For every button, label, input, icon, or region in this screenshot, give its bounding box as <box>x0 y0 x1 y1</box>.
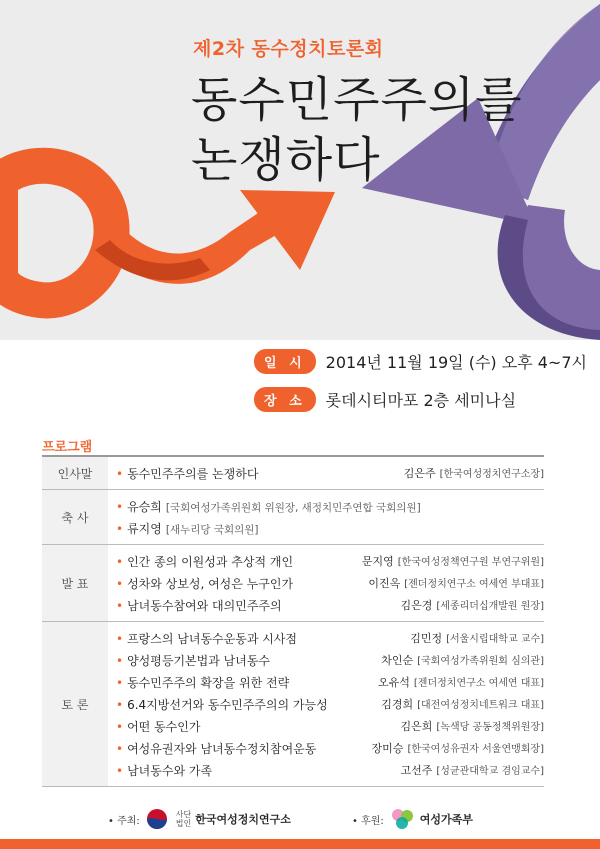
bottom-bar <box>0 839 600 849</box>
program-section <box>42 457 544 490</box>
speaker-affiliation: [서울시립대학교 교수] <box>446 634 544 645</box>
speaker <box>378 674 544 690</box>
sponsor-role: • 후원: <box>352 815 384 827</box>
speaker <box>381 696 544 712</box>
program-topic <box>116 553 293 570</box>
speaker <box>368 575 544 591</box>
bullet-icon: • <box>116 466 124 481</box>
speaker <box>381 652 544 668</box>
speaker-name: 김민정 <box>410 632 443 645</box>
program-item <box>116 550 544 572</box>
place-label: 장 소 <box>254 387 316 412</box>
program-topic <box>116 465 258 482</box>
topic-text: 6.4지방선거와 동수민주주의의 가능성 <box>127 697 328 712</box>
section-category: 토 론 <box>42 622 108 786</box>
speaker-name: 오유석 <box>378 676 410 689</box>
bullet-icon: • <box>116 499 124 514</box>
speaker <box>401 597 544 613</box>
topic-text: 프랑스의 남녀동수운동과 시사점 <box>127 631 297 646</box>
speaker <box>401 762 544 778</box>
topic-text: 동수민주주의 확장을 위한 전략 <box>127 675 290 690</box>
host-org <box>108 808 291 830</box>
topic-text: 양성평등기본법과 남녀동수 <box>127 653 270 668</box>
host-small-label: 사단 법인 <box>175 810 192 828</box>
program-section <box>42 622 544 787</box>
section-category: 인사말 <box>42 457 108 489</box>
sponsor-org <box>352 808 473 830</box>
date-label: 일 시 <box>254 349 316 374</box>
section-items <box>108 627 544 781</box>
bullet-icon: • <box>116 653 124 668</box>
date-value: 2014년 11월 19일 (수) 오후 4~7시 <box>325 352 587 372</box>
bullet-icon: • <box>116 675 124 690</box>
section-items <box>108 550 544 616</box>
speaker-affiliation: [성균관대학교 겸임교수] <box>436 766 544 777</box>
bullet-icon: • <box>116 554 124 569</box>
program-section <box>42 490 544 545</box>
program-item <box>116 693 544 715</box>
program-item <box>116 715 544 737</box>
speaker-name: 고선주 <box>400 764 433 777</box>
speaker-name: 김경희 <box>381 698 414 711</box>
event-subtitle: 제2차 동수정치토론회 <box>193 38 384 60</box>
program-item <box>116 759 544 781</box>
event-title <box>191 70 523 190</box>
program-table <box>42 455 544 787</box>
topic-text: 성차와 상보성, 여성은 누구인가 <box>127 576 294 591</box>
speaker-affiliation: [한국여성정책연구원 부연구위원] <box>397 557 544 568</box>
speaker <box>372 740 544 756</box>
bullet-icon: • <box>116 763 124 778</box>
bullet-icon: • <box>116 576 124 591</box>
speaker <box>410 630 544 646</box>
topic-text: 남녀동수참여와 대의민주주의 <box>127 598 282 613</box>
sponsor-logo-icon <box>390 808 416 830</box>
program-topic <box>116 652 270 669</box>
speaker-affiliation: [젠더정치연구소 여세연 부대표] <box>404 579 544 590</box>
program-heading: 프로그램 <box>42 440 93 455</box>
program-section <box>42 545 544 622</box>
speaker-name: 차인순 <box>381 654 414 667</box>
section-items <box>108 462 544 484</box>
topic-text: 인간 종의 이원성과 추상적 개인 <box>127 554 294 569</box>
program-item <box>116 671 544 693</box>
speaker-affiliation: [녹색당 공동정책위원장] <box>436 722 544 733</box>
topic-text: 어떤 동수인가 <box>127 719 201 734</box>
speaker <box>404 465 544 481</box>
program-topic <box>116 498 421 515</box>
speaker <box>362 553 544 569</box>
host-name: 한국여성정치연구소 <box>195 813 291 826</box>
bullet-icon: • <box>116 697 124 712</box>
section-items <box>108 495 544 539</box>
topic-text: 유승희 <box>127 499 162 514</box>
speaker-name: 장미승 <box>371 742 404 755</box>
bullet-icon: • <box>116 521 124 536</box>
program-item <box>116 594 544 616</box>
program-topic <box>116 520 259 537</box>
host-role: • 주최: <box>108 815 140 827</box>
program-item <box>116 495 544 517</box>
topic-note: [국회여성가족위원회 위원장, 새정치민주연합 국회의원] <box>165 501 421 514</box>
program-topic <box>116 762 212 779</box>
place-value: 롯데시티마포 2층 세미나실 <box>325 390 517 410</box>
topic-text: 동수민주주의를 논쟁하다 <box>127 466 259 481</box>
speaker-affiliation: [세종리더십개발원 원장] <box>436 601 544 612</box>
program-topic <box>116 718 200 735</box>
section-category: 발 표 <box>42 545 108 621</box>
topic-text: 남녀동수와 가족 <box>127 763 213 778</box>
program-topic <box>116 674 289 691</box>
section-category: 축 사 <box>42 490 108 544</box>
program-item <box>116 462 544 484</box>
program-topic <box>116 630 297 647</box>
program-topic <box>116 575 293 592</box>
speaker-name: 김은희 <box>400 720 433 733</box>
speaker-affiliation: [젠더정치연구소 여세연 대표] <box>413 678 544 689</box>
speaker-name: 문지영 <box>361 555 394 568</box>
speaker-name: 김은주 <box>403 467 436 480</box>
topic-text: 여성유권자와 남녀동수정치참여운동 <box>127 741 317 756</box>
speaker-affiliation: [한국여성유권자 서울연맹회장] <box>407 744 544 755</box>
speaker-affiliation: [대전여성정치네트워크 대표] <box>417 700 544 711</box>
program-item <box>116 572 544 594</box>
bullet-icon: • <box>116 631 124 646</box>
program-topic <box>116 597 282 614</box>
program-item <box>116 627 544 649</box>
bullet-icon: • <box>116 598 124 613</box>
program-topic <box>116 740 316 757</box>
speaker-name: 이진옥 <box>368 577 401 590</box>
topic-note: [새누리당 국회의원] <box>165 523 259 536</box>
topic-text: 류지영 <box>127 521 162 536</box>
speaker-affiliation: [국회여성가족위원회 심의관] <box>417 656 544 667</box>
speaker-affiliation: [한국여성정치연구소장] <box>439 469 544 480</box>
program-item <box>116 517 544 539</box>
bullet-icon: • <box>116 741 124 756</box>
program-topic <box>116 696 328 713</box>
bullet-icon: • <box>116 719 124 734</box>
speaker <box>401 718 544 734</box>
place-row <box>254 386 516 412</box>
host-logo-icon <box>146 808 172 830</box>
event-title-line2: 논쟁하다 <box>191 132 381 188</box>
sponsor-name: 여성가족부 <box>419 813 473 826</box>
date-row <box>254 348 587 374</box>
program-item <box>116 737 544 759</box>
event-title-line1: 동수민주주의를 <box>191 72 523 128</box>
program-item <box>116 649 544 671</box>
speaker-name: 김은경 <box>400 599 433 612</box>
